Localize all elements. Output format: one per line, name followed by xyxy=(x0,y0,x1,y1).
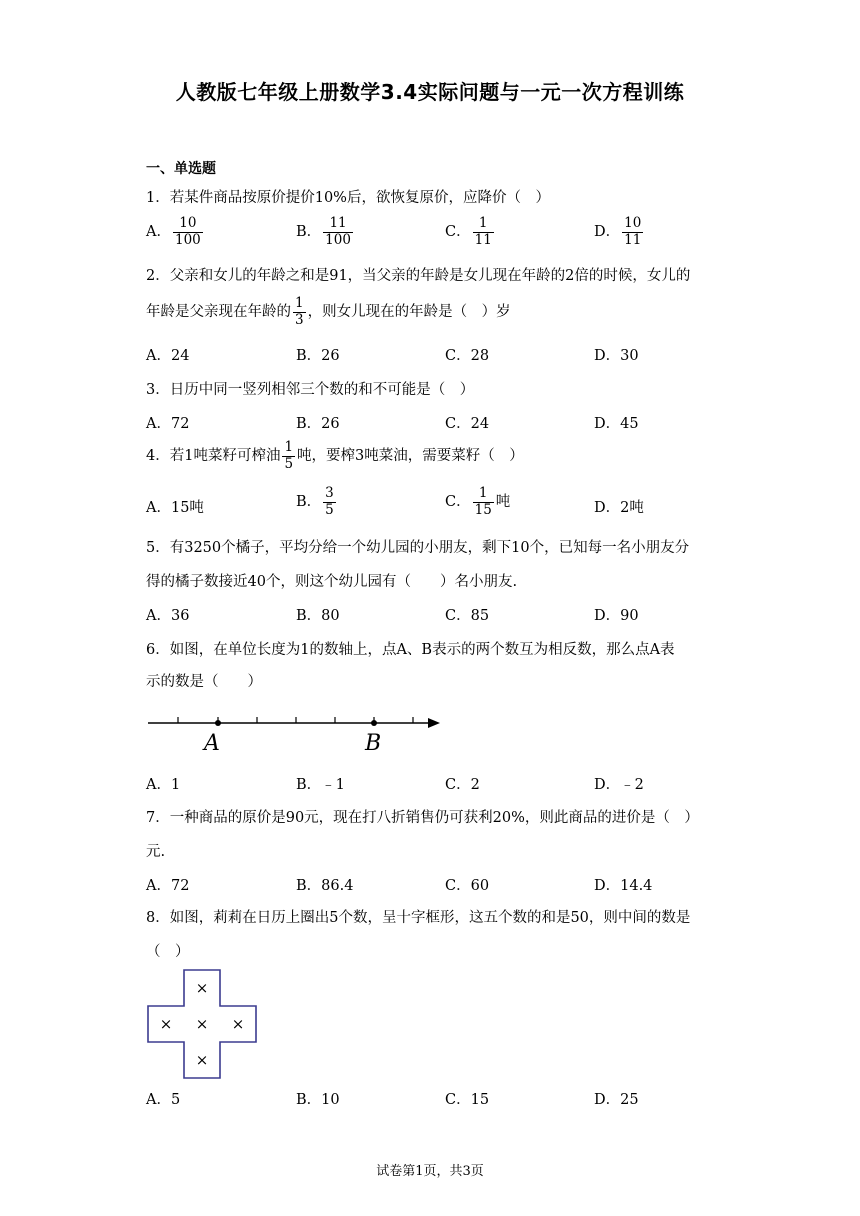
cross-cell-top: × xyxy=(195,979,209,997)
q5-option-b: B．80 xyxy=(296,608,340,624)
q1-option-b: B． $\frac{11}{100}$ xyxy=(296,215,351,248)
q8-option-b: B．10 xyxy=(296,1092,340,1108)
q4-option-b: B． $\frac{3}{5}$ xyxy=(296,485,334,518)
q7-option-d: D．14.4 xyxy=(594,878,653,894)
q8-option-c: C．15 xyxy=(445,1092,490,1108)
q4-option-a: A．15吨 xyxy=(146,500,204,516)
q3-option-b: B．26 xyxy=(296,416,340,432)
question-7-line-1: 7．一种商品的原价是90元，现在打八折销售仍可获利20%，则此商品的进价是（ ） xyxy=(146,810,699,826)
point-a-label: A xyxy=(204,731,220,756)
page-title: 人教版七年级上册数学3.4实际问题与一元一次方程训练 xyxy=(175,80,685,104)
question-6-line-2: 示的数是（ ） xyxy=(146,674,262,690)
point-b-dot xyxy=(371,720,377,726)
q7-option-c: C．60 xyxy=(445,878,490,894)
question-4-text: 4．若1吨菜籽可榨油 $\frac{1}{5}$ 吨，要榨3吨菜油，需要菜籽（ ） xyxy=(146,439,524,472)
q4-option-c: C． $\frac{1}{15}$ 吨 xyxy=(445,485,511,518)
question-5-line-1: 5．有3250个橘子，平均分给一个幼儿园的小朋友，剩下10个，已知每一名小朋友分 xyxy=(146,540,690,556)
q6-option-c: C．2 xyxy=(445,777,480,793)
q4-option-d: D．2吨 xyxy=(594,500,644,516)
question-3-text: 3．日历中同一竖列相邻三个数的和不可能是（ ） xyxy=(146,382,475,398)
q7-option-b: B．86.4 xyxy=(296,878,354,894)
section-heading: 一、单选题 xyxy=(146,161,216,177)
question-2-line-1: 2．父亲和女儿的年龄之和是91，当父亲的年龄是女儿现在年龄的2倍的时候，女儿的 xyxy=(146,268,691,284)
q6-option-b: B．﹣1 xyxy=(296,777,345,793)
cross-cell-right: × xyxy=(231,1015,245,1033)
q1-option-a: A． $\frac{10}{100}$ xyxy=(146,215,201,248)
point-a-dot xyxy=(215,720,221,726)
q6-option-a: A．1 xyxy=(146,777,181,793)
q2-option-b: B．26 xyxy=(296,348,340,364)
cross-cell-center: × xyxy=(195,1015,209,1033)
question-1-text: 1．若某件商品按原价提价10%后，欲恢复原价，应降价（ ） xyxy=(146,190,550,206)
cross-cell-left: × xyxy=(159,1015,173,1033)
q3-option-d: D．45 xyxy=(594,416,639,432)
page-footer: 试卷第1页，共3页 xyxy=(376,1164,484,1179)
q5-option-d: D．90 xyxy=(594,608,639,624)
q6-option-d: D．﹣2 xyxy=(594,777,644,793)
number-line-figure xyxy=(140,706,450,758)
q5-option-a: A．36 xyxy=(146,608,190,624)
q8-option-d: D．25 xyxy=(594,1092,639,1108)
q8-option-a: A．5 xyxy=(146,1092,181,1108)
cross-cell-bottom: × xyxy=(195,1051,209,1069)
q2-option-d: D．30 xyxy=(594,348,639,364)
q2-option-c: C．28 xyxy=(445,348,490,364)
question-8-line-1: 8．如图，莉莉在日历上圈出5个数，呈十字框形，这五个数的和是50，则中间的数是 xyxy=(146,910,691,926)
q7-option-a: A．72 xyxy=(146,878,190,894)
question-6-line-1: 6．如图，在单位长度为1的数轴上，点A、B表示的两个数互为相反数，那么点A表 xyxy=(146,642,675,658)
number-line-arrow xyxy=(428,718,440,728)
q1-option-d: D． $\frac{10}{11}$ xyxy=(594,215,642,248)
q2-option-a: A．24 xyxy=(146,348,190,364)
cross-frame-figure xyxy=(144,968,260,1080)
question-7-line-2: 元. xyxy=(146,844,166,860)
q5-option-c: C．85 xyxy=(445,608,490,624)
question-5-line-2: 得的橘子数接近40个，则这个幼儿园有（ ）名小朋友. xyxy=(146,574,518,590)
q3-option-a: A．72 xyxy=(146,416,190,432)
q3-option-c: C．24 xyxy=(445,416,490,432)
question-2-line-2: 年龄是父亲现在年龄的 $\frac{1}{3}$ ，则女儿现在的年龄是（ ）岁 xyxy=(146,295,511,328)
q1-option-c: C． $\frac{1}{11}$ xyxy=(445,215,492,248)
number-line-ticks xyxy=(178,717,413,723)
question-8-line-2: （ ） xyxy=(146,944,190,960)
point-b-label: B xyxy=(365,731,382,756)
